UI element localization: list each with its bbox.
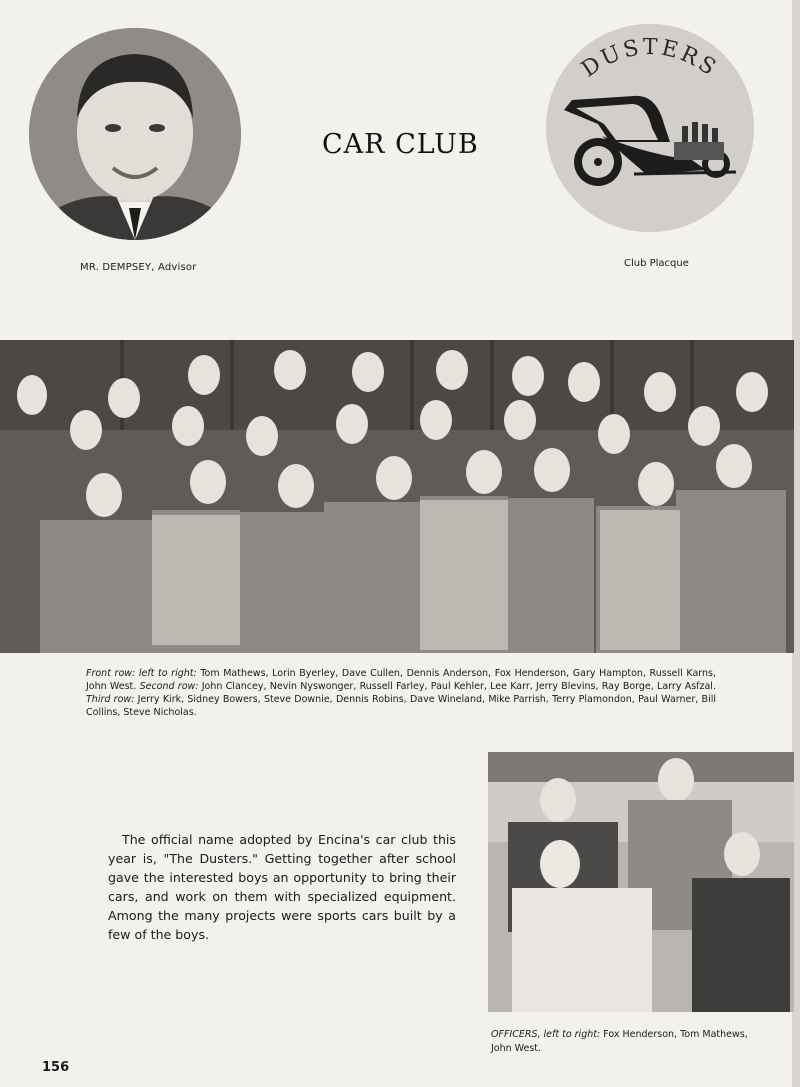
front-row-names: Tom Mathews, Lorin Byerley, Dave Cullen, Dennis Anderson, Fox Henderson, Gary Hampton, Russell Karns, John West. [86, 668, 716, 692]
front-row-label: Front row: left to right: [86, 668, 197, 679]
officers-names: Fox Henderson, Tom Mathews, John West. [491, 1029, 748, 1054]
plaque-lettering: DUSTERS [577, 34, 723, 83]
plaque-caption: Club Placque [624, 258, 689, 269]
second-row-label: Second row: [139, 681, 199, 692]
officers-photo [488, 752, 794, 1012]
officers-label: OFFICERS, left to right: [491, 1029, 601, 1040]
third-row-label: Third row: [86, 694, 135, 705]
advisor-portrait [29, 28, 241, 240]
group-photo-caption [86, 667, 716, 719]
page-number: 156 [42, 1060, 70, 1075]
second-row-names: John Clancey, Nevin Nyswonger, Russell Farley, Paul Kehler, Lee Karr, Jerry Blevins, Ray Borge, Larry Asfzal. [201, 681, 716, 692]
third-row-names: Jerry Kirk, Sidney Bowers, Steve Downie, Dennis Robins, Dave Wineland, Mike Parrish, Terry Plamondon, Paul Warner, Bill Collins, Steve Nicholas. [86, 694, 716, 718]
body-paragraph [108, 830, 456, 944]
officers-caption [491, 1028, 771, 1056]
body-text: The official name adopted by Encina's car club this year is, "The Dusters." Getting together after school gave the interested boys an opportunity to bring their cars, and work on them with specialized equipment. Among the many projects were sports cars built by a few of the boys. [108, 832, 456, 942]
club-plaque-image [546, 24, 754, 232]
advisor-caption: MR. DEMPSEY, Advisor [80, 262, 197, 273]
page-title: CAR CLUB [322, 129, 479, 160]
group-photo [0, 340, 794, 653]
